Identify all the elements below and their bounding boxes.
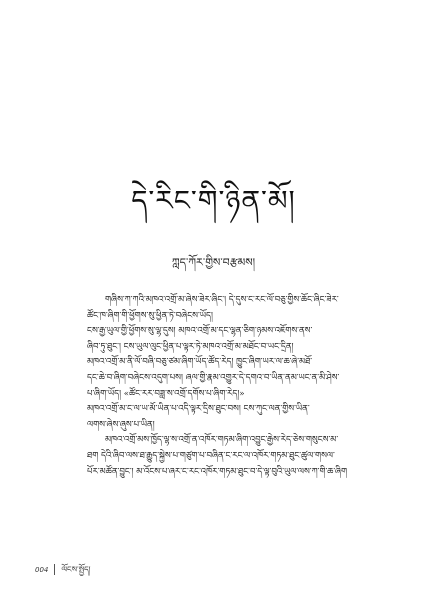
body-text <box>87 293 357 480</box>
page-number: 004 <box>35 565 49 574</box>
text-line: གཞིས་ཀ་ཀའི་མཁའ་འགྲོ་མ་ཞེས་ཟེར་ཞིང་། དེ་དུས་ང་རང་ལོ་བཅུ་གྱིས་ཆོང་ཞིང་ཟེར་ <box>105 295 339 305</box>
page-footer <box>35 564 91 575</box>
text-line: ཐག དེའི་ཞིབ་ལས་ཐ་རྒྱུད་སྐྱེས་པ་གཙུག་པ་བཞིན་ང་རང་ལ་འཁོར་གཏམ་ཐུང་ཚུལ་གསལ་ <box>87 450 335 461</box>
paragraph-4 <box>87 433 357 480</box>
author-byline: ཀླད་ཀོར་གྱིས་བརྩམས། <box>171 256 256 269</box>
text-line: པོར་མཚོན་བྱུང་། མ་འོངས་པ་ཞར་ང་རང་འཁོར་གཏམ་ཐུང་བ་དེ་ལྟ་བུའི་ཡུལ་ལས་ཀ་གི་ཆ་ཞིག <box>87 466 348 477</box>
text-line: པ་ཞིག་ཡོད། «ཚོང་རར་བཟླ་ས་འགྲོ་དགོས་པ་ཞིག་རེད།» <box>87 388 245 399</box>
chapter-title: དེ་རིང་གི་ཉིན་མོ། <box>131 184 296 217</box>
text-line: མཁའ་འགྲོ་མ་ང་ལ་ཡ་མོ་ཡིན་པ་འདི་ལྟར་དྲིས་ཐུང་བས། ངས་ཀུང་ལན་གྱིས་ཡིན་ <box>87 404 310 415</box>
text-line: མཁའ་འགྲོ་མས་ཁྱོད་ལྷ་ས་འགྲོ་ན་འཁོར་གཏམ་ཞིག་འབྱུང་རྒྱེས་རེད་ཅེས་གསུངས་མ་ <box>105 435 339 446</box>
paragraph-1 <box>87 293 357 355</box>
text-line: ཞིབ་ཏུ་ཐུང་། ངས་ཡུལ་ལུང་ཕྱིན་པ་ལྟར་ཏེ་མཁའ་འགྲོ་མ་མཐོང་བ་ཡང་དྲིན། <box>87 341 294 352</box>
paragraph-2 <box>87 355 357 402</box>
footer-divider <box>54 564 55 575</box>
text-line: དང་ཆེ་བ་ཞིག་བཞེངས་འདུག་པས། ཞལ་གྱི་རྣམ་འགྱུར་དེ་དགའ་བ་ཡིན་ནམ་ཡང་ན་མི་ཤེས་ <box>87 372 340 383</box>
text-line: ཚོང་ཁ་ཞིག་གི་ཕྱོགས་སུ་ཕྱིན་ཏེ་བཞེངས་ཡོད། <box>87 310 213 321</box>
text-line: ངས་རྒྱ་ཡུལ་གྱི་ཕྱོགས་སུ་ལྷ་དུས། མཁའ་འགྲོ་མ་དང་ལྷན་ཅིག་ཉམས་འཇོགས་ནས་ <box>87 326 313 337</box>
text-line: མཁའ་འགྲོ་མ་ནི་ལོ་བཞི་བཅུ་ཙམ་ཞིག་ཡོད་ཚོད་རེད། ཁྱུང་ཞིག་ཡར་ལ་ཆ་ཞེ་མཐོ་ <box>87 357 313 368</box>
running-head: ལོངས་སྤྱོད། <box>61 564 91 574</box>
paragraph-3 <box>87 402 357 433</box>
text-line: ལགས་ཞེས་ཞུས་པ་ཡིན། <box>87 419 155 430</box>
